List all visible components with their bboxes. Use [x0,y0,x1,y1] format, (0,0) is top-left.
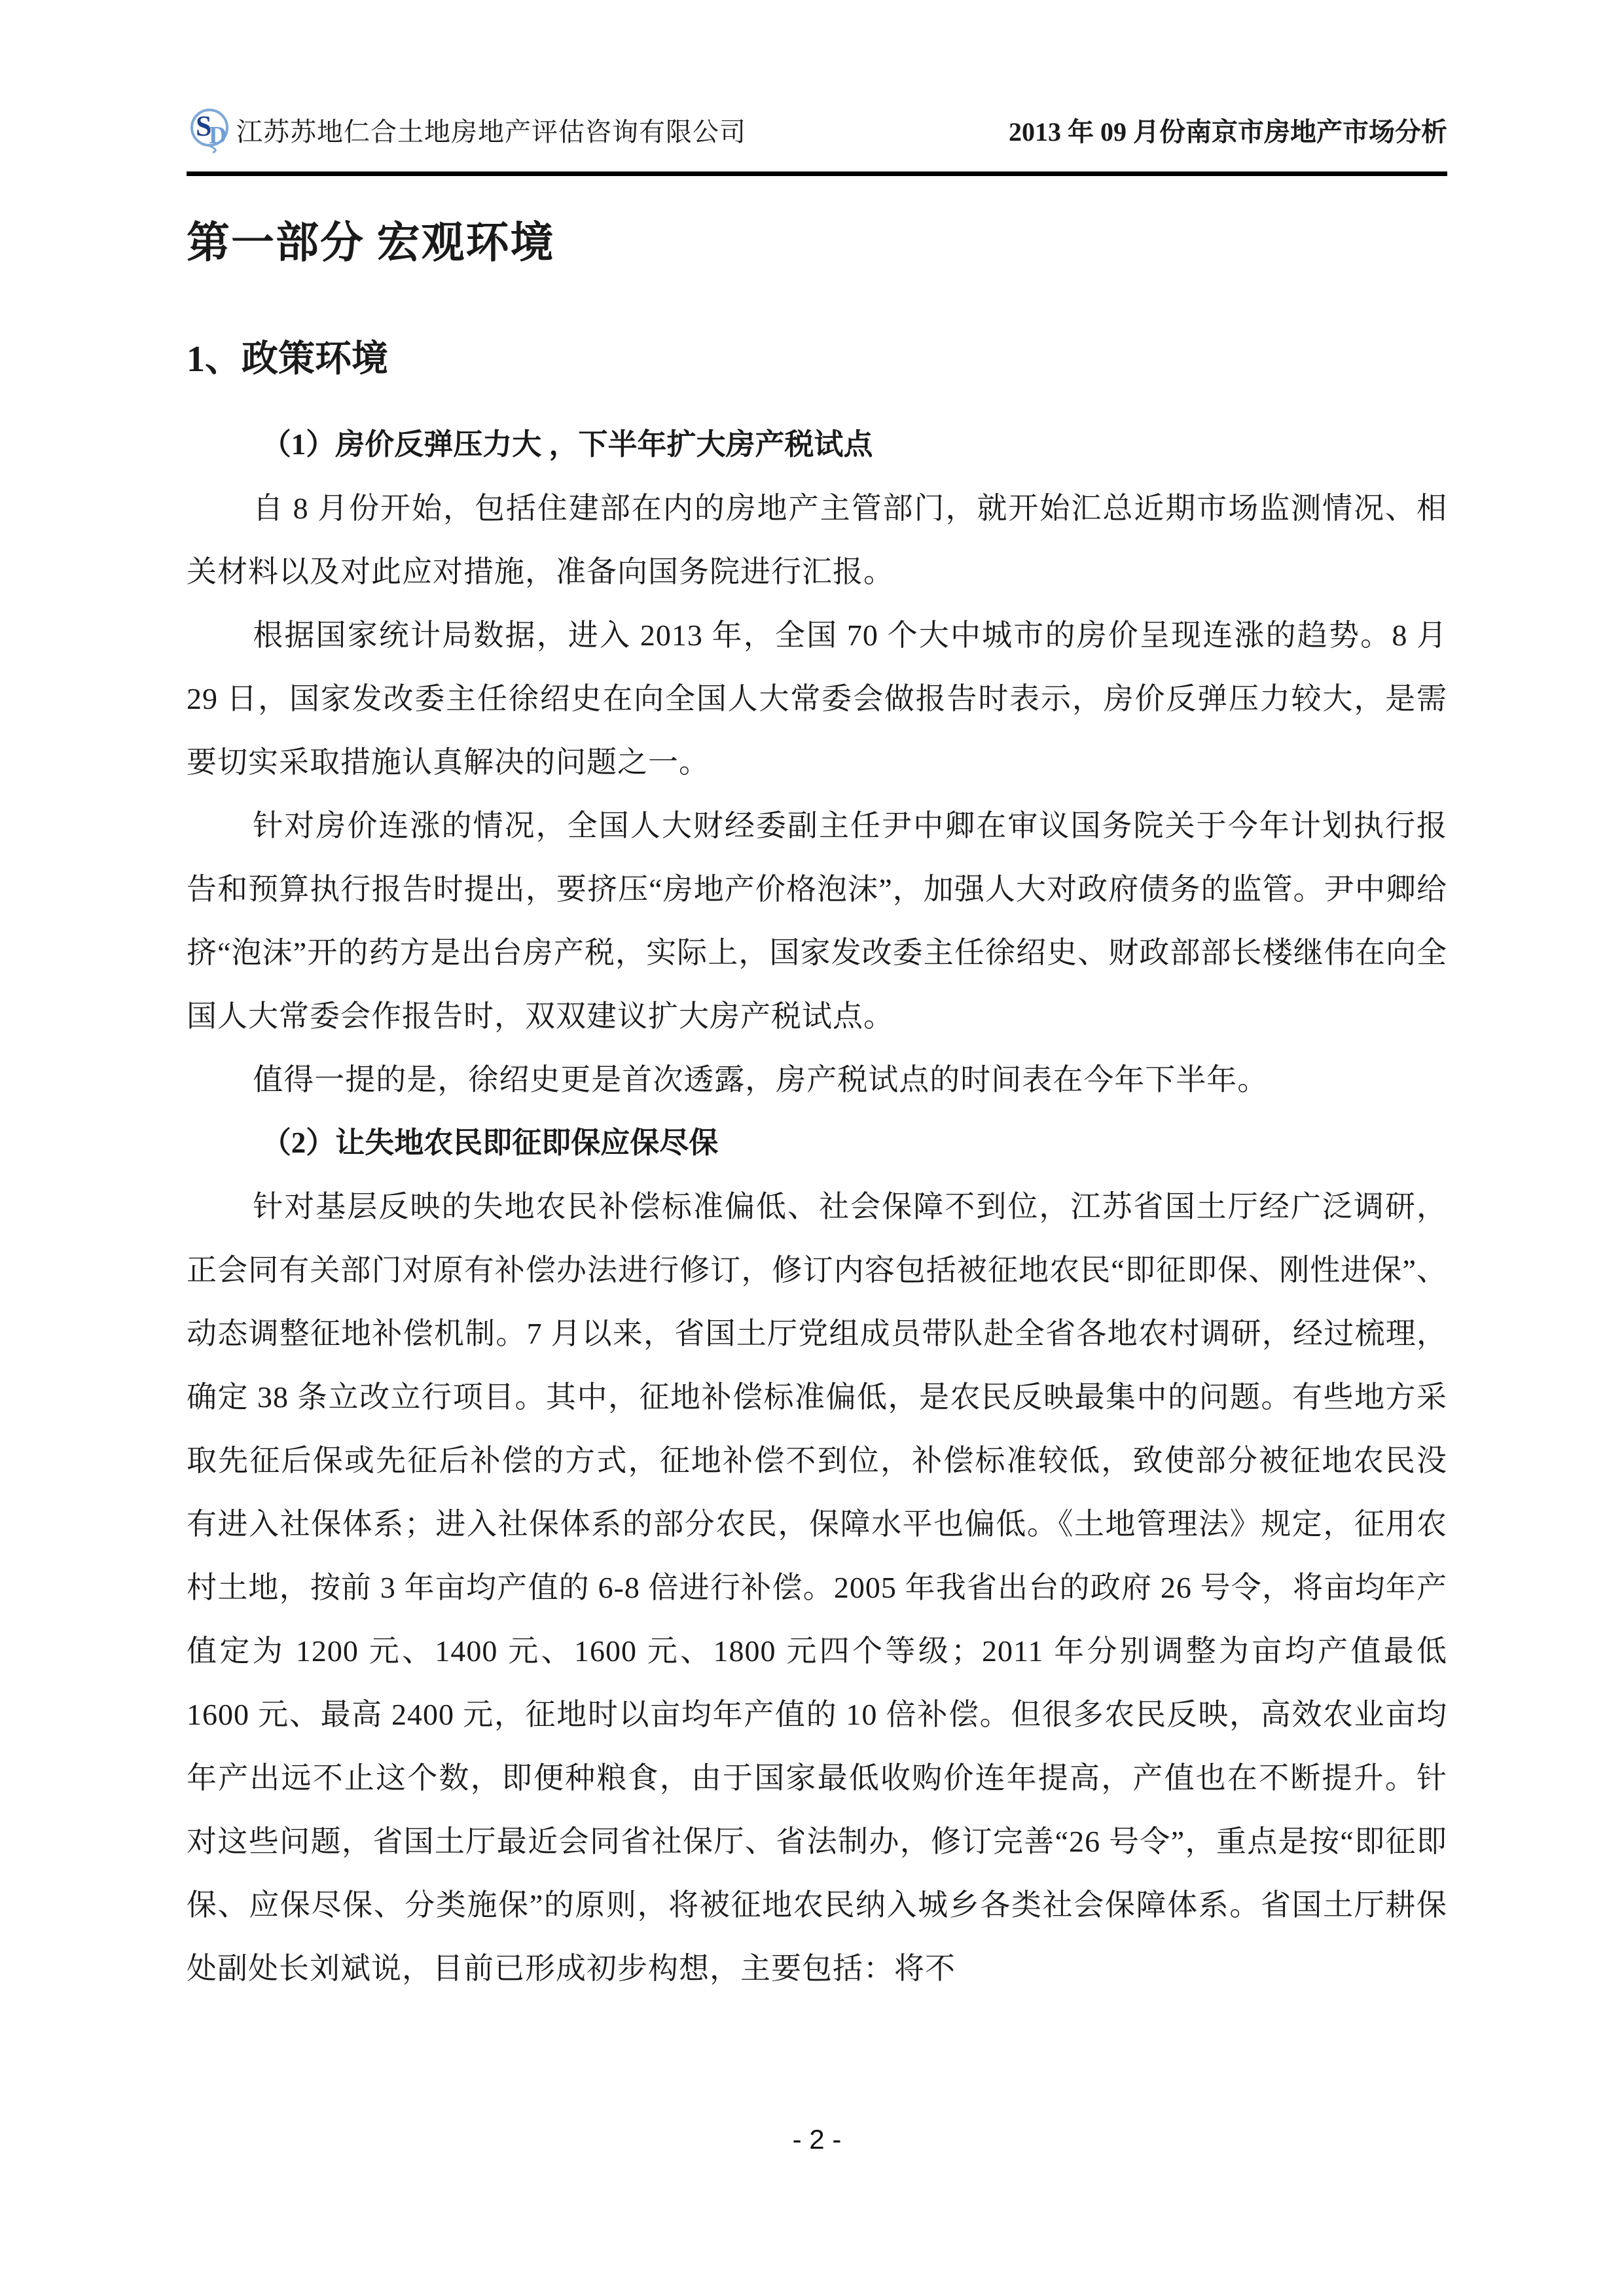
page-header [187,105,1447,154]
subsection-1-title: （1）房价反弹压力大 ，下半年扩大房产税试点 [261,428,873,461]
logo-letter-s: S [196,110,212,142]
subsection-1-paragraph-1: 自 8 月份开始，包括住建部在内的房地产主管部门，就开始汇总近期市场监测情况、相关材料以及对此应对措施，准备向国务院进行汇报。 [187,492,1447,588]
report-title: 2013 年 09 月份南京市房地产市场分析 [1009,117,1447,147]
company-brand [187,104,746,155]
company-logo-icon [187,104,232,155]
logo-letter-d: D [209,122,227,149]
section-title: 1、政策环境 [187,339,388,380]
page-number: - 2 - [792,2124,842,2155]
subsection-2-title: （2）让失地农民即征即保应保尽保 [261,1126,719,1159]
header-divider [187,171,1447,176]
subsection-1-paragraph-3: 针对房价连涨的情况，全国人大财经委副主任尹中卿在审议国务院关于今年计划执行报告和预算执行报告时提出，要挤压“房地产价格泡沫”，加强人大对政府债务的监管。尹中卿给挤“泡沫”开的药方是出台房产税，实际上，国家发改委主任徐绍史、财政部部长楼继伟在向全国人大常委会作报告时，双双建议扩大房产税试点。 [187,809,1447,1033]
subsection-2-paragraph-1: 针对基层反映的失地农民补偿标准偏低、社会保障不到位，江苏省国土厅经广泛调研，正会同有关部门对原有补偿办法进行修订，修订内容包括被征地农民“即征即保、刚性进保”、动态调整征地补偿机制。7 月以来，省国土厅党组成员带队赴全省各地农村调研，经过梳理，确定 38 条立改立行项目。其中，征地补偿标准偏低，是农民反映最集中的问题。有些地方采取先征后保或先征后补偿的方式，征地补偿不到位，补偿标准较低，致使部分被征地农民没有进入社保体系；进入社保体系的部分农民，保障水平也偏低。《土地管理法》规定，征用农村土地，按前 3 年亩均产值的 6-8 倍进行补偿。2005 年我省出台的政府 26 号令，将亩均年产值定为 1200 元、1400 元、1600 元、1800 元四个等级；2011 年分别调整为亩均产值最低 1600 元、最高 2400 元，征地时以亩均年产值的 10 倍补偿。但很多农民反映，高效农业亩均年产出远不止这个数，即便种粮食，由于国家最低收购价连年提高，产值也在不断提升。针对这些问题，省国土厅最近会同省社保厅、省法制办，修订完善“26 号令”，重点是按“即征即保、应保尽保、分类施保”的原则，将被征地农民纳入城乡各类社会保障体系。省国土厅耕保处副处长刘斌说，目前已形成初步构想，主要包括：将不 [187,1190,1447,1985]
company-name: 江苏苏地仁合土地房地产评估咨询有限公司 [236,117,746,147]
subsection-1-paragraph-4: 值得一提的是，徐绍史更是首次透露，房产税试点的时间表在今年下半年。 [253,1063,1269,1096]
page-footer [187,2124,1447,2155]
subsection-1-paragraph-2: 根据国家统计局数据，进入 2013 年，全国 70 个大中城市的房价呈现连涨的趋势。8 月 29 日，国家发改委主任徐绍史在向全国人大常委会做报告时表示，房价反弹压力较大，是需要切实采取措施认真解决的问题之一。 [187,619,1447,779]
part-title: 第一部分 宏观环境 [187,219,555,267]
